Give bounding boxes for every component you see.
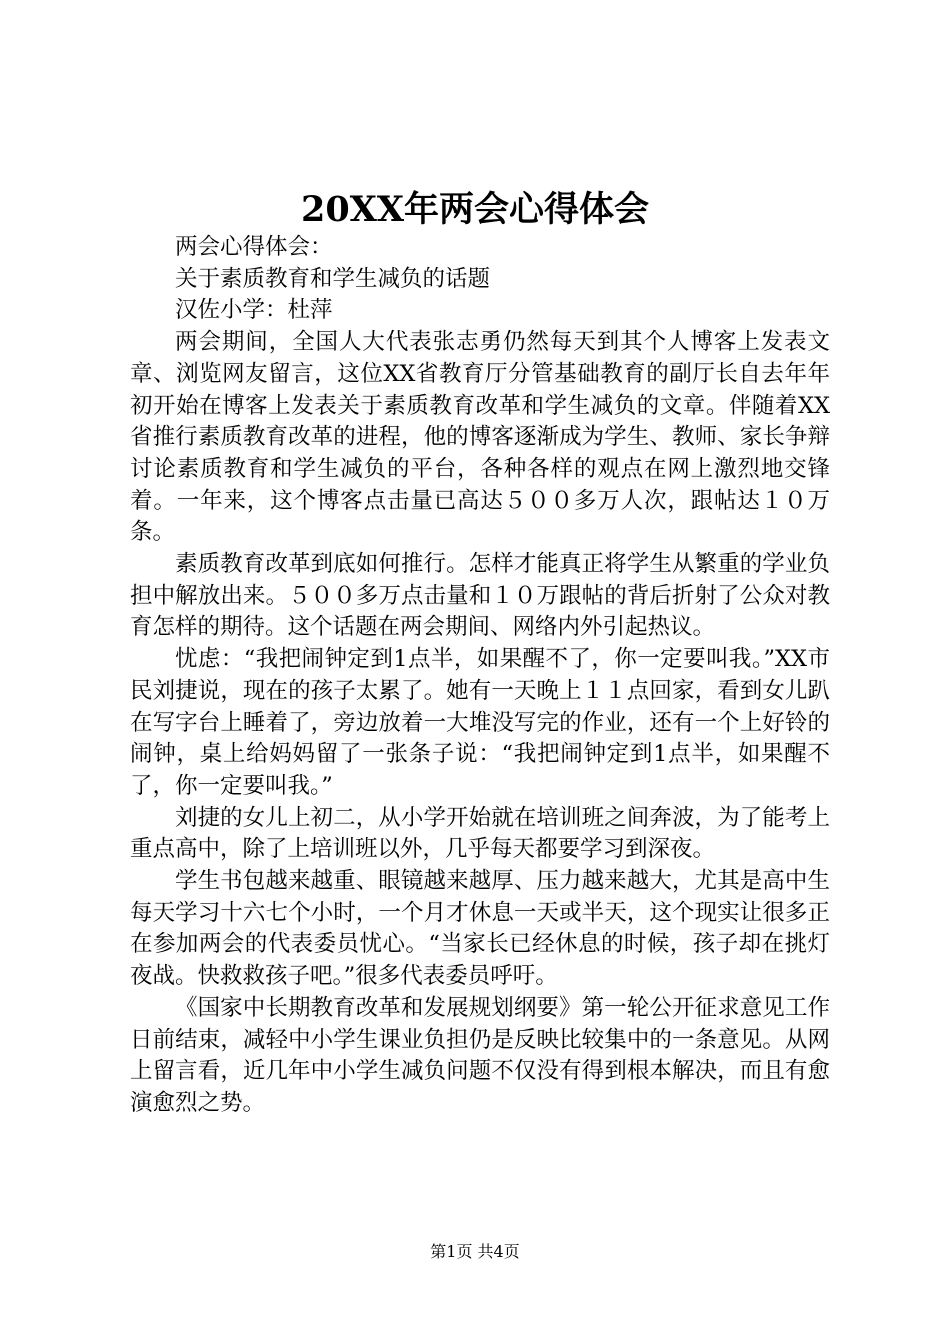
paragraph-topic: 关于素质教育和学生减负的话题	[175, 265, 491, 292]
paragraph: 刘捷的女儿上初二，从小学开始就在培训班之间奔波，为了能考上重点高中，除了上培训班以外，几乎每天都要学习到深夜。	[130, 804, 830, 863]
paragraph: 素质教育改革到底如何推行。怎样才能真正将学生从繁重的学业负担中解放出来。５００多万点击量和１０万跟帖的背后折射了公众对教育怎样的期待。这个话题在两会期间、网络内外引起热议。	[130, 551, 830, 641]
paragraph: 《国家中长期教育改革和发展规划纲要》第一轮公开征求意见工作日前结束，减轻中小学生课业负担仍是反映比较集中的一条意见。从网上留言看，近几年中小学生减负问题不仅没有得到根本解决，而且有愈演愈烈之势。	[130, 994, 830, 1116]
paragraph: 忧虑：“我把闹钟定到1点半，如果醒不了，你一定要叫我。”XX市民刘捷说，现在的孩子太累了。她有一天晚上１１点回家，看到女儿趴在写字台上睡着了，旁边放着一大堆没写完的作业，还有一个上好铃的闹钟，桌上给妈妈留了一张条子说：“我把闹钟定到1点半，如果醒不了，你一定要叫我。”	[130, 646, 830, 799]
paragraph-author: 汉佐小学：杜萍	[175, 297, 333, 324]
page-footer: 第1页 共4页	[430, 1242, 520, 1261]
document-title: 20XX年两会心得体会	[300, 189, 650, 230]
paragraph: 两会期间，全国人大代表张志勇仍然每天到其个人博客上发表文章、浏览网友留言，这位XX省教育厅分管基础教育的副厅长自去年年初开始在博客上发表关于素质教育改革和学生减负的文章。伴随着XX省推行素质教育改革的进程，他的博客逐渐成为学生、教师、家长争辩讨论素质教育和学生减负的平台，各种各样的观点在网上激烈地交锋着。一年来，这个博客点击量已高达５００多万人次，跟帖达１０万条。	[130, 329, 830, 546]
paragraph: 学生书包越来越重、眼镜越来越厚、压力越来越大，尤其是高中生每天学习十六七个小时，一个月才休息一天或半天，这个现实让很多正在参加两会的代表委员忧心。“当家长已经休息的时候，孩子却在挑灯夜战。快救救孩子吧。”很多代表委员呼吁。	[130, 868, 830, 990]
paragraph-heading: 两会心得体会：	[175, 234, 333, 260]
document-body	[130, 232, 830, 1120]
